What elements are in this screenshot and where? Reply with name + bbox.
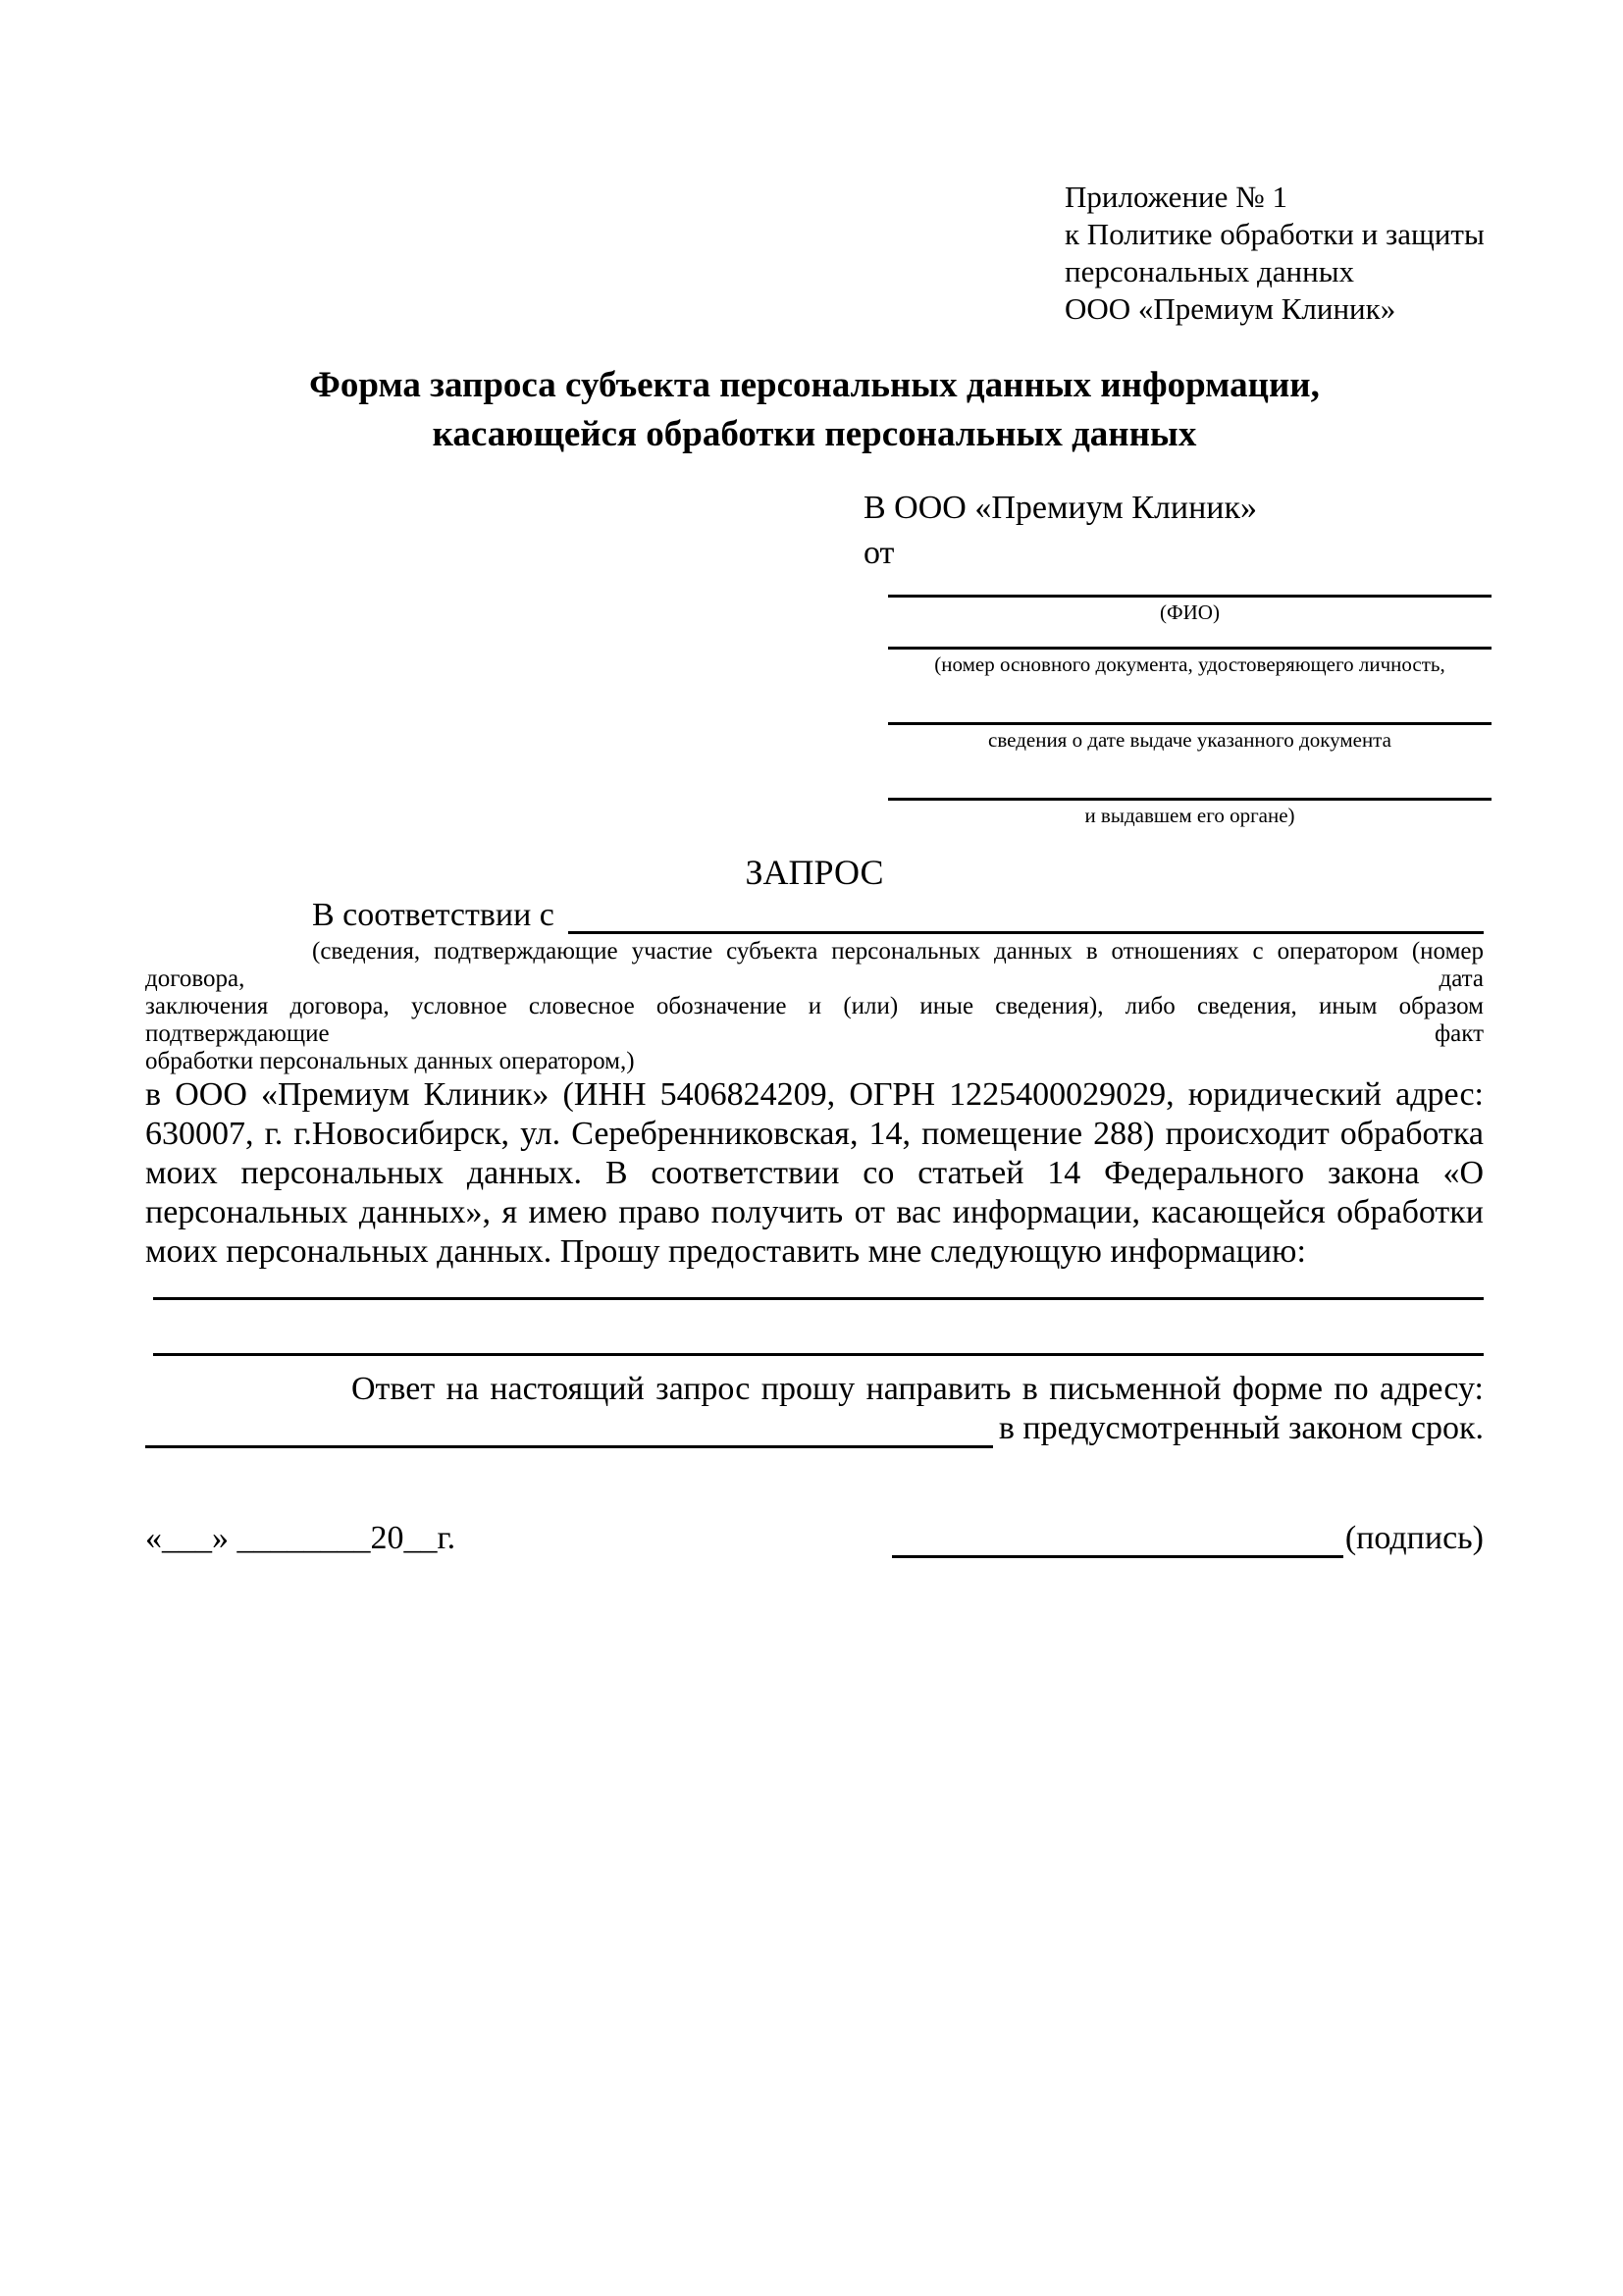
issue-date-field [888,710,1492,755]
issue-date-caption: сведения о дате выдаче указанного документа [988,728,1391,752]
addressee-from-label: от [864,535,895,571]
signature-fill-line [892,1526,1343,1558]
form-title-line: касающейся обработки персональных данных [432,414,1197,454]
date-field: «___» ________20__г. [145,1520,456,1556]
request-body-line: в ООО «Премиум Клиник» (ИНН 5406824209, ОГРН 1225400029029, юридический адрес: [145,1076,1484,1113]
request-body-line: моих персональных данных. В соответствии со статьей 14 Федерального закона «О [145,1155,1484,1191]
reply-paragraph-line: Ответ на настоящий запрос прошу направить в письменной форме по адресу: [351,1371,1484,1407]
form-title [145,361,1484,459]
addressee-block [864,489,1492,830]
fio-caption: (ФИО) [1160,600,1220,624]
request-heading: ЗАПРОС [745,853,884,892]
appendix-line: ООО «Премиум Клиник» [1065,291,1396,326]
document-number-field [888,635,1492,679]
request-note [145,938,1484,1075]
request-note-line: обработки персональных данных оператором,) [145,1048,635,1074]
appendix-line: персональных данных [1065,254,1355,288]
reply-address-row [145,1409,1484,1448]
form-title-line: Форма запроса субъекта персональных данных информации, [309,365,1320,405]
request-body-line: персональных данных», я имею право получить от вас информации, касающейся обработки [145,1194,1484,1230]
request-intro-row [145,897,1484,934]
request-intro-fill-line [568,902,1484,934]
reply-suffix: в предусмотренный законом срок. [998,1410,1484,1446]
issue-date-fill-line [888,710,1492,725]
signature-caption: (подпись) [1344,1520,1484,1556]
request-body [145,1075,1484,1272]
request-body-line: моих персональных данных. Прошу предоставить мне следующую информацию: [145,1233,1306,1270]
fio-fill-line [888,583,1492,598]
request-intro-label: В соответствии с [312,897,554,933]
appendix-line: Приложение № 1 [1065,180,1287,214]
reply-paragraph [145,1370,1484,1448]
addressee-to: В ООО «Премиум Клиник» [864,490,1258,526]
footer-row [145,1519,1484,1558]
issuing-authority-field [888,786,1492,830]
request-section [145,853,1484,1558]
request-note-line: заключения договора, условное словесное обозначение и (или) иные сведения), либо сведения, иным образом подтверждающие факт [145,993,1484,1047]
reply-address-fill-line [145,1416,993,1448]
request-note-line: (сведения, подтверждающие участие субъекта персональных данных в отношениях с оператором (номер договора, дата [145,938,1484,992]
answer-blank-line-1 [153,1297,1484,1300]
issuing-authority-fill-line [888,786,1492,801]
issuing-authority-caption: и выдавшем его органе) [1084,804,1295,827]
document-number-caption: (номер основного документа, удостоверяющего личность, [934,652,1445,676]
document-number-fill-line [888,635,1492,650]
appendix-line: к Политике обработки и защиты [1065,217,1485,251]
answer-blank-line-2 [153,1353,1484,1356]
request-body-line: 630007, г. г.Новосибирск, ул. Серебренниковская, 14, помещение 288) происходит обработка [145,1116,1484,1152]
appendix-block [1065,179,1485,328]
fio-field [888,583,1492,627]
